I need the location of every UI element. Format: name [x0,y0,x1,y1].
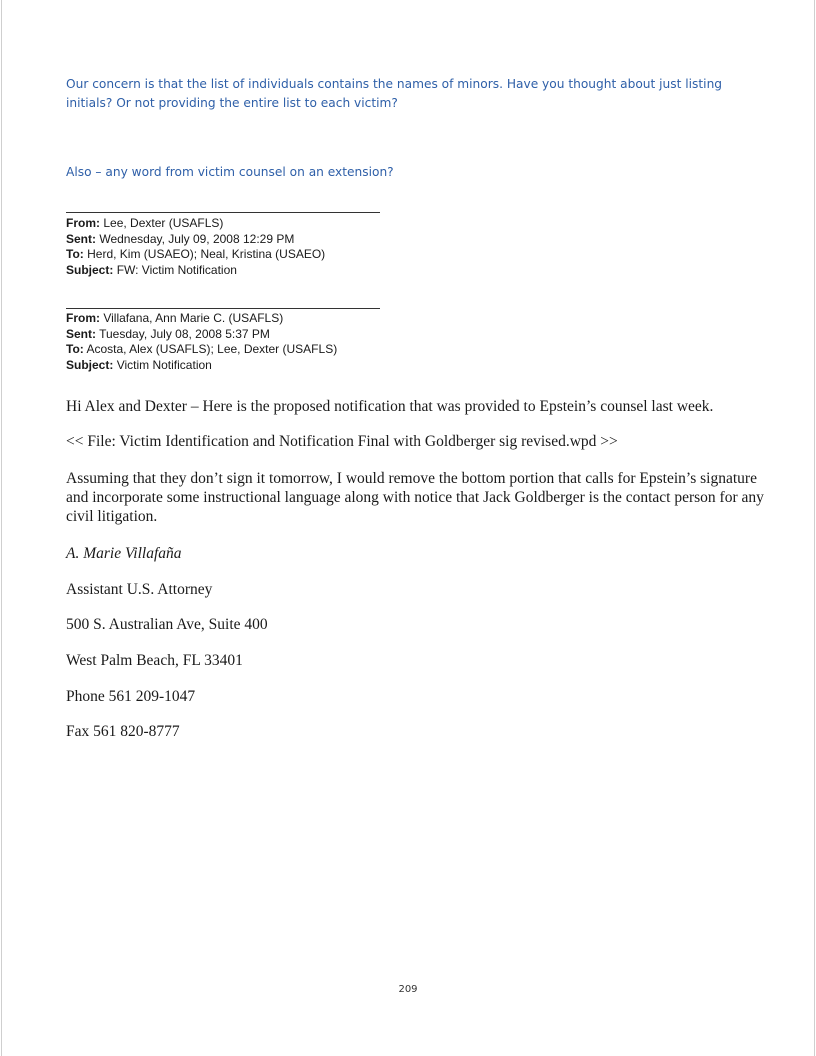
body-paragraph: Assuming that they don’t sign it tomorrow, I would remove the bottom portion that calls for Epstein’s signature and incorporate some instructional language along with notice that Jack Goldberger is the contact person for any civil litigation. [66,470,764,525]
signature-fax: Fax 561 820-8777 [66,723,180,740]
sent-line: Sent: Tuesday, July 08, 2008 5:37 PM [66,326,270,341]
from-line: From: Villafana, Ann Marie C. (USAFLS) [66,311,284,325]
forward-header [66,216,666,278]
to-line: To: Herd, Kim (USAEO); Neal, Kristina (USAEO) [66,247,326,261]
signature-address-line1: 500 S. Australian Ave, Suite 400 [66,616,268,633]
from-line: From: Lee, Dexter (USAFLS) [66,216,224,230]
header-separator [66,212,380,213]
scan-edge-left [1,0,2,1056]
signature-address-line2: West Palm Beach, FL 33401 [66,652,243,669]
signature-title: Assistant U.S. Attorney [66,581,213,598]
signature-name: A. Marie Villafaña [66,545,182,562]
concern-paragraph: Our concern is that the list of individuals contains the names of minors. Have you thought about just listing initials? Or not providing the entire list to each victim? [66,77,723,110]
page-number: 209 [398,984,418,995]
original-header [66,311,666,373]
attachment-reference: << File: Victim Identification and Notification Final with Goldberger sig revised.wpd >> [66,433,618,450]
to-line: To: Acosta, Alex (USAFLS); Lee, Dexter (USAFLS) [66,342,338,356]
scan-edge-right [814,0,815,1056]
extension-question: Also – any word from victim counsel on an extension? [66,165,394,179]
header-separator [66,308,380,309]
signature-phone: Phone 561 209-1047 [66,688,196,705]
subject-line: Subject: Victim Notification [66,357,212,372]
subject-line: Subject: FW: Victim Notification [66,262,237,277]
sent-line: Sent: Wednesday, July 09, 2008 12:29 PM [66,231,295,246]
greeting-paragraph: Hi Alex and Dexter – Here is the proposed notification that was provided to Epstein’s counsel last week. [66,398,714,415]
